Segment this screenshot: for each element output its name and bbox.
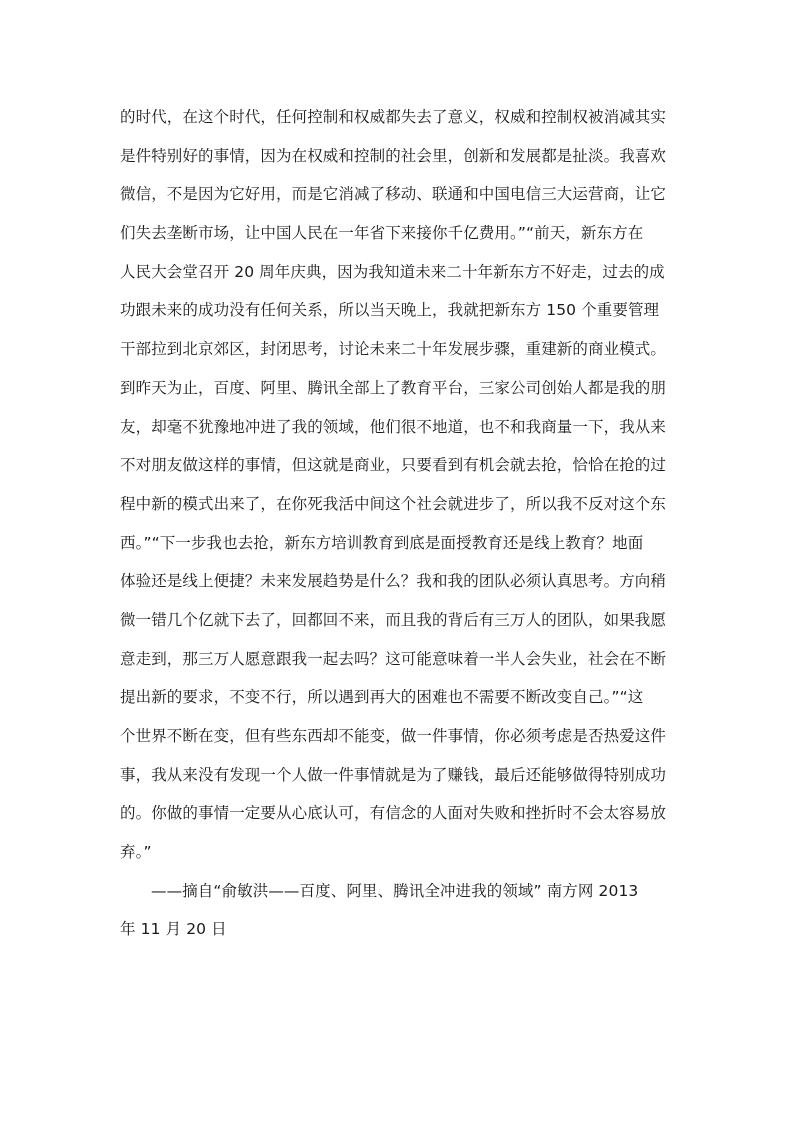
text-line: 个世界不断在变，但有些东西却不能变，做一件事情，你必须考虑是否热爱这件 (120, 727, 667, 745)
text-line: 提出新的要求，不变不行，所以遇到再大的困难也不需要不断改变自己。”“这 (120, 688, 644, 707)
text-line: 到昨天为止，百度、阿里、腾讯全部上了教育平台，三家公司创始人都是我的朋 (120, 378, 667, 397)
citation-line: ——摘自“俞敏洪——百度、阿里、腾讯全冲进我的领域” 南方网 2013 (151, 881, 639, 900)
text-line: 人民大会堂召开 20 周年庆典，因为我知道未来二十年新东方不好走，过去的成 (120, 262, 665, 281)
text-line: 微信，不是因为它好用，而是它消减了移动、联通和中国电信三大运营商，让它 (120, 185, 667, 204)
text-line: 友，却毫不犹豫地冲进了我的领域，他们很不地道，也不和我商量一下，我从来 (120, 417, 667, 436)
text-line: 不对朋友做这样的事情，但这就是商业，只要看到有机会就去抢，恰恰在抢的过 (120, 456, 667, 475)
text-line: 微一错几个亿就下去了，回都回不来，而且我的背后有三万人的团队，如果我愿 (120, 610, 667, 629)
citation-line: 年 11 月 20 日 (120, 920, 227, 939)
text-line: 们失去垄断市场，让中国人民在一年省下来接你千亿费用。”“前天，新东方在 (120, 224, 644, 243)
text-line: 事，我从来没有发现一个人做一件事情就是为了赚钱，最后还能够做得特别成功 (120, 765, 667, 784)
text-line: 是件特别好的事情，因为在权威和控制的社会里，创新和发展都是扯淡。我喜欢 (120, 146, 667, 165)
text-line: 弃。” (120, 843, 152, 862)
text-line: 西。”“下一步我也去抢，新东方培训教育到底是面授教育还是线上教育？地面 (120, 533, 644, 552)
text-line: 干部拉到北京郊区，封闭思考，讨论未来二十年发展步骤，重建新的商业模式。 (120, 340, 667, 359)
text-line: 体验还是线上便捷？未来发展趋势是什么？我和我的团队必须认真思考。方向稍 (120, 572, 667, 591)
text-line: 的时代，在这个时代，任何控制和权威都失去了意义，权威和控制权被消减其实 (120, 108, 667, 126)
text-line: 程中新的模式出来了，在你死我活中间这个社会就进步了，所以我不反对这个东 (120, 494, 667, 513)
text-line: 功跟未来的成功没有任何关系，所以当天晚上，我就把新东方 150 个重要管理 (120, 301, 660, 320)
body-text (120, 98, 680, 949)
text-line: 意走到，那三万人愿意跟我一起去吗？这可能意味着一半人会失业，社会在不断 (120, 649, 667, 668)
text-line: 的。你做的事情一定要从心底认可，有信念的人面对失败和挫折时不会太容易放 (120, 804, 667, 823)
